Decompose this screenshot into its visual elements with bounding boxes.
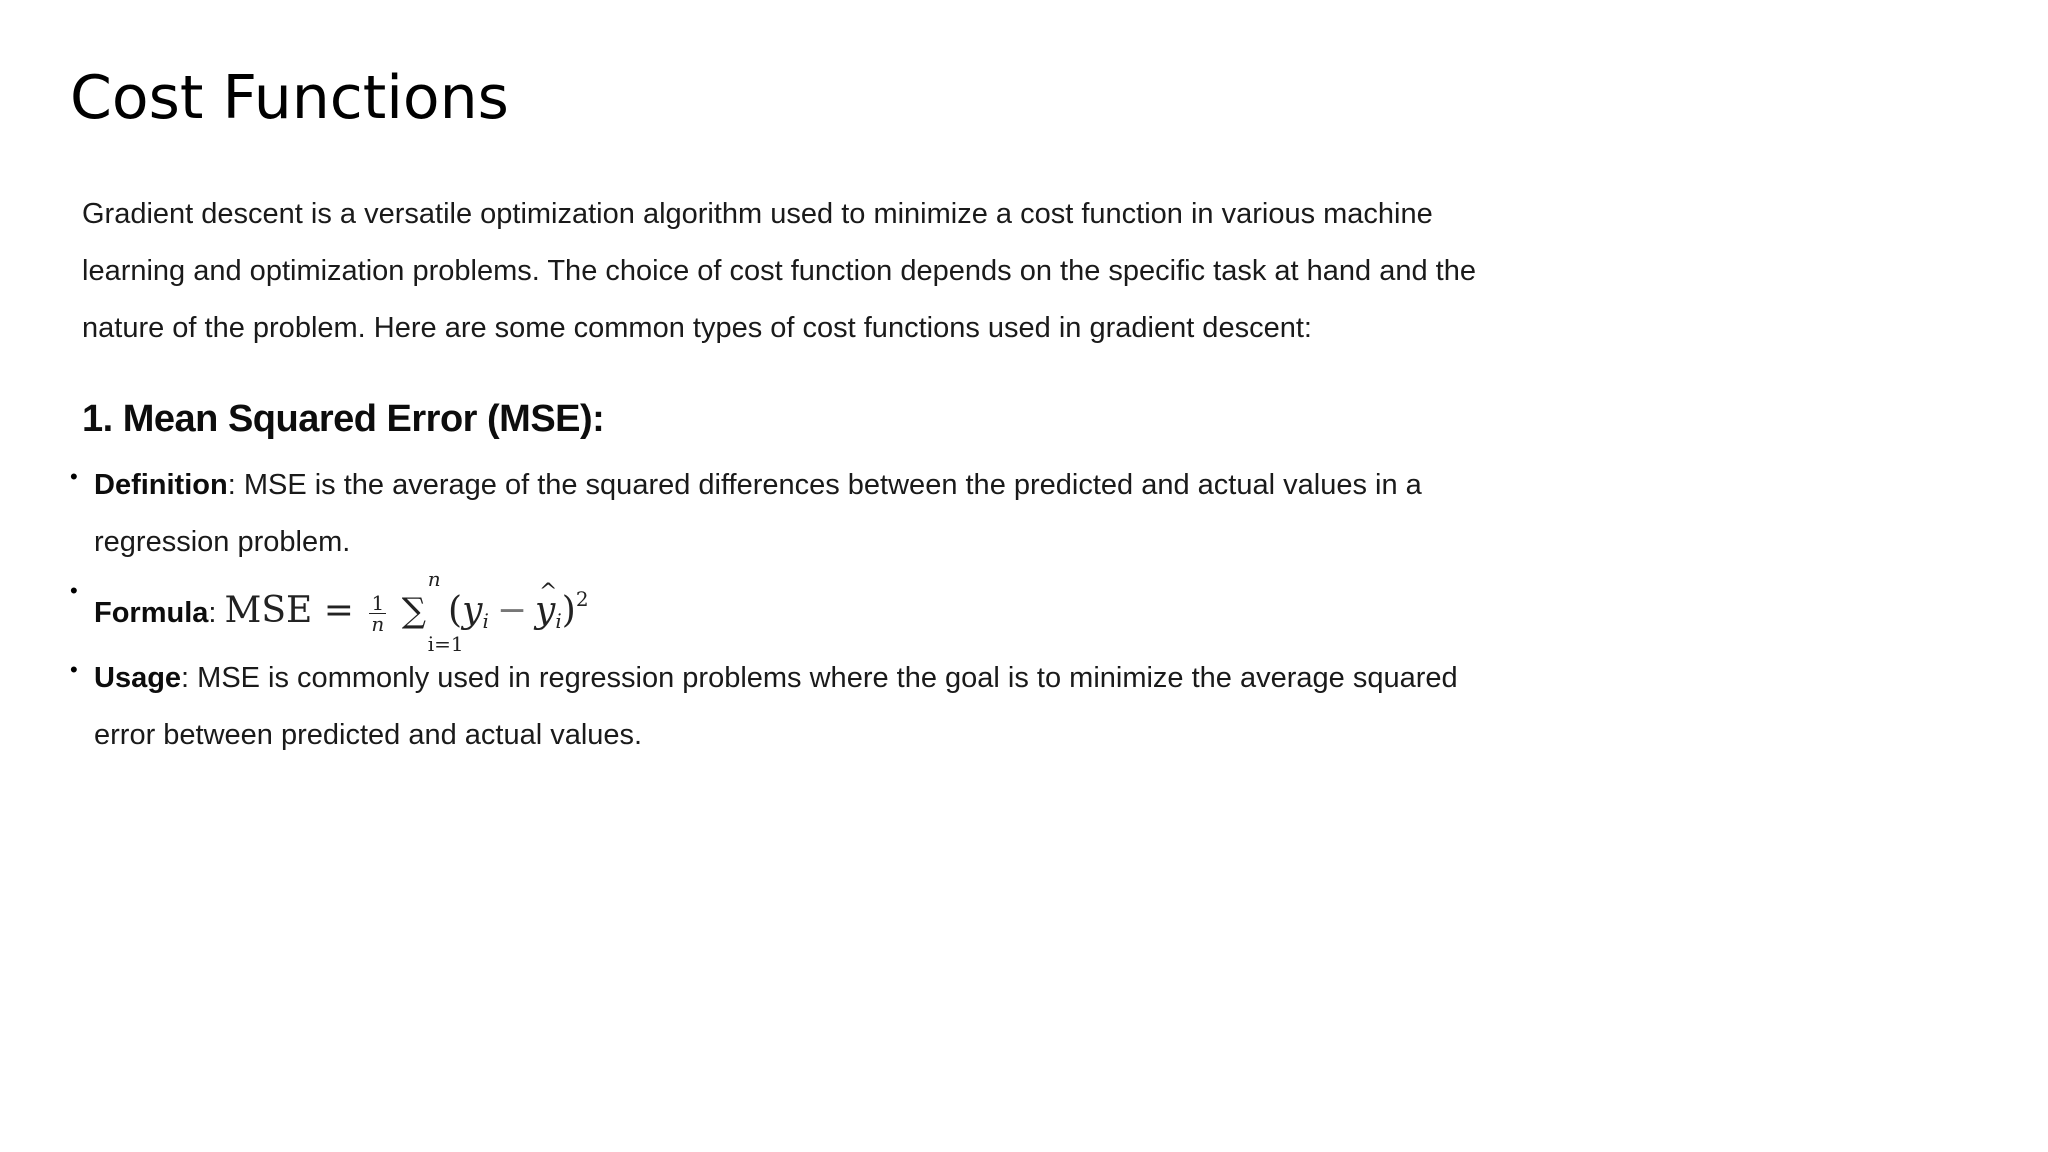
bullet-icon: •	[70, 657, 78, 682]
summation-symbol: ∑	[401, 591, 427, 631]
list-item-formula	[70, 567, 1482, 656]
formula-y-subscript: i	[482, 609, 489, 633]
formula-equals: =	[323, 590, 354, 631]
formula-y-hat-subscript: i	[555, 609, 562, 633]
slide-title: Cost Functions	[70, 63, 509, 133]
summation-lower: i=1	[427, 632, 464, 656]
bullet-icon: •	[70, 578, 78, 603]
formula-fraction	[369, 590, 386, 636]
list-item-definition	[70, 457, 1482, 571]
formula-colon: :	[208, 597, 217, 629]
definition-text: : MSE is the average of the squared differences between the predicted and actual values in a regression problem.	[94, 469, 1422, 558]
bullet-icon: •	[70, 464, 78, 489]
bullet-list	[70, 457, 1482, 764]
slide-content	[70, 186, 1482, 764]
formula-close-paren: )	[561, 590, 576, 631]
summation-upper: n	[427, 567, 441, 591]
formula-open-paren: (	[448, 590, 463, 631]
fraction-denominator: n	[371, 611, 385, 636]
definition-label: Definition	[94, 469, 228, 501]
formula-power: 2	[575, 587, 589, 611]
usage-text: : MSE is commonly used in regression problems where the goal is to minimize the average squared error between predicted and actual values.	[94, 662, 1458, 751]
fraction-numerator: 1	[369, 593, 386, 614]
formula-label: Formula	[94, 597, 209, 629]
section-heading: 1. Mean Squared Error (MSE):	[82, 398, 605, 440]
formula-y: y	[462, 590, 483, 631]
intro-paragraph: Gradient descent is a versatile optimization algorithm used to minimize a cost function in various machine learning and optimization problems. The choice of cost function depends on the specific task at hand and the nature of the problem. Here are some common types of cost functions used in gradient descent:	[82, 198, 1476, 344]
usage-label: Usage	[94, 662, 182, 694]
summation	[401, 567, 464, 656]
list-item-usage	[70, 650, 1482, 764]
formula-y-hat: ^ y	[535, 582, 555, 639]
formula-lhs: MSE	[224, 590, 313, 631]
mse-formula	[224, 567, 589, 656]
formula-minus: −	[496, 590, 528, 631]
